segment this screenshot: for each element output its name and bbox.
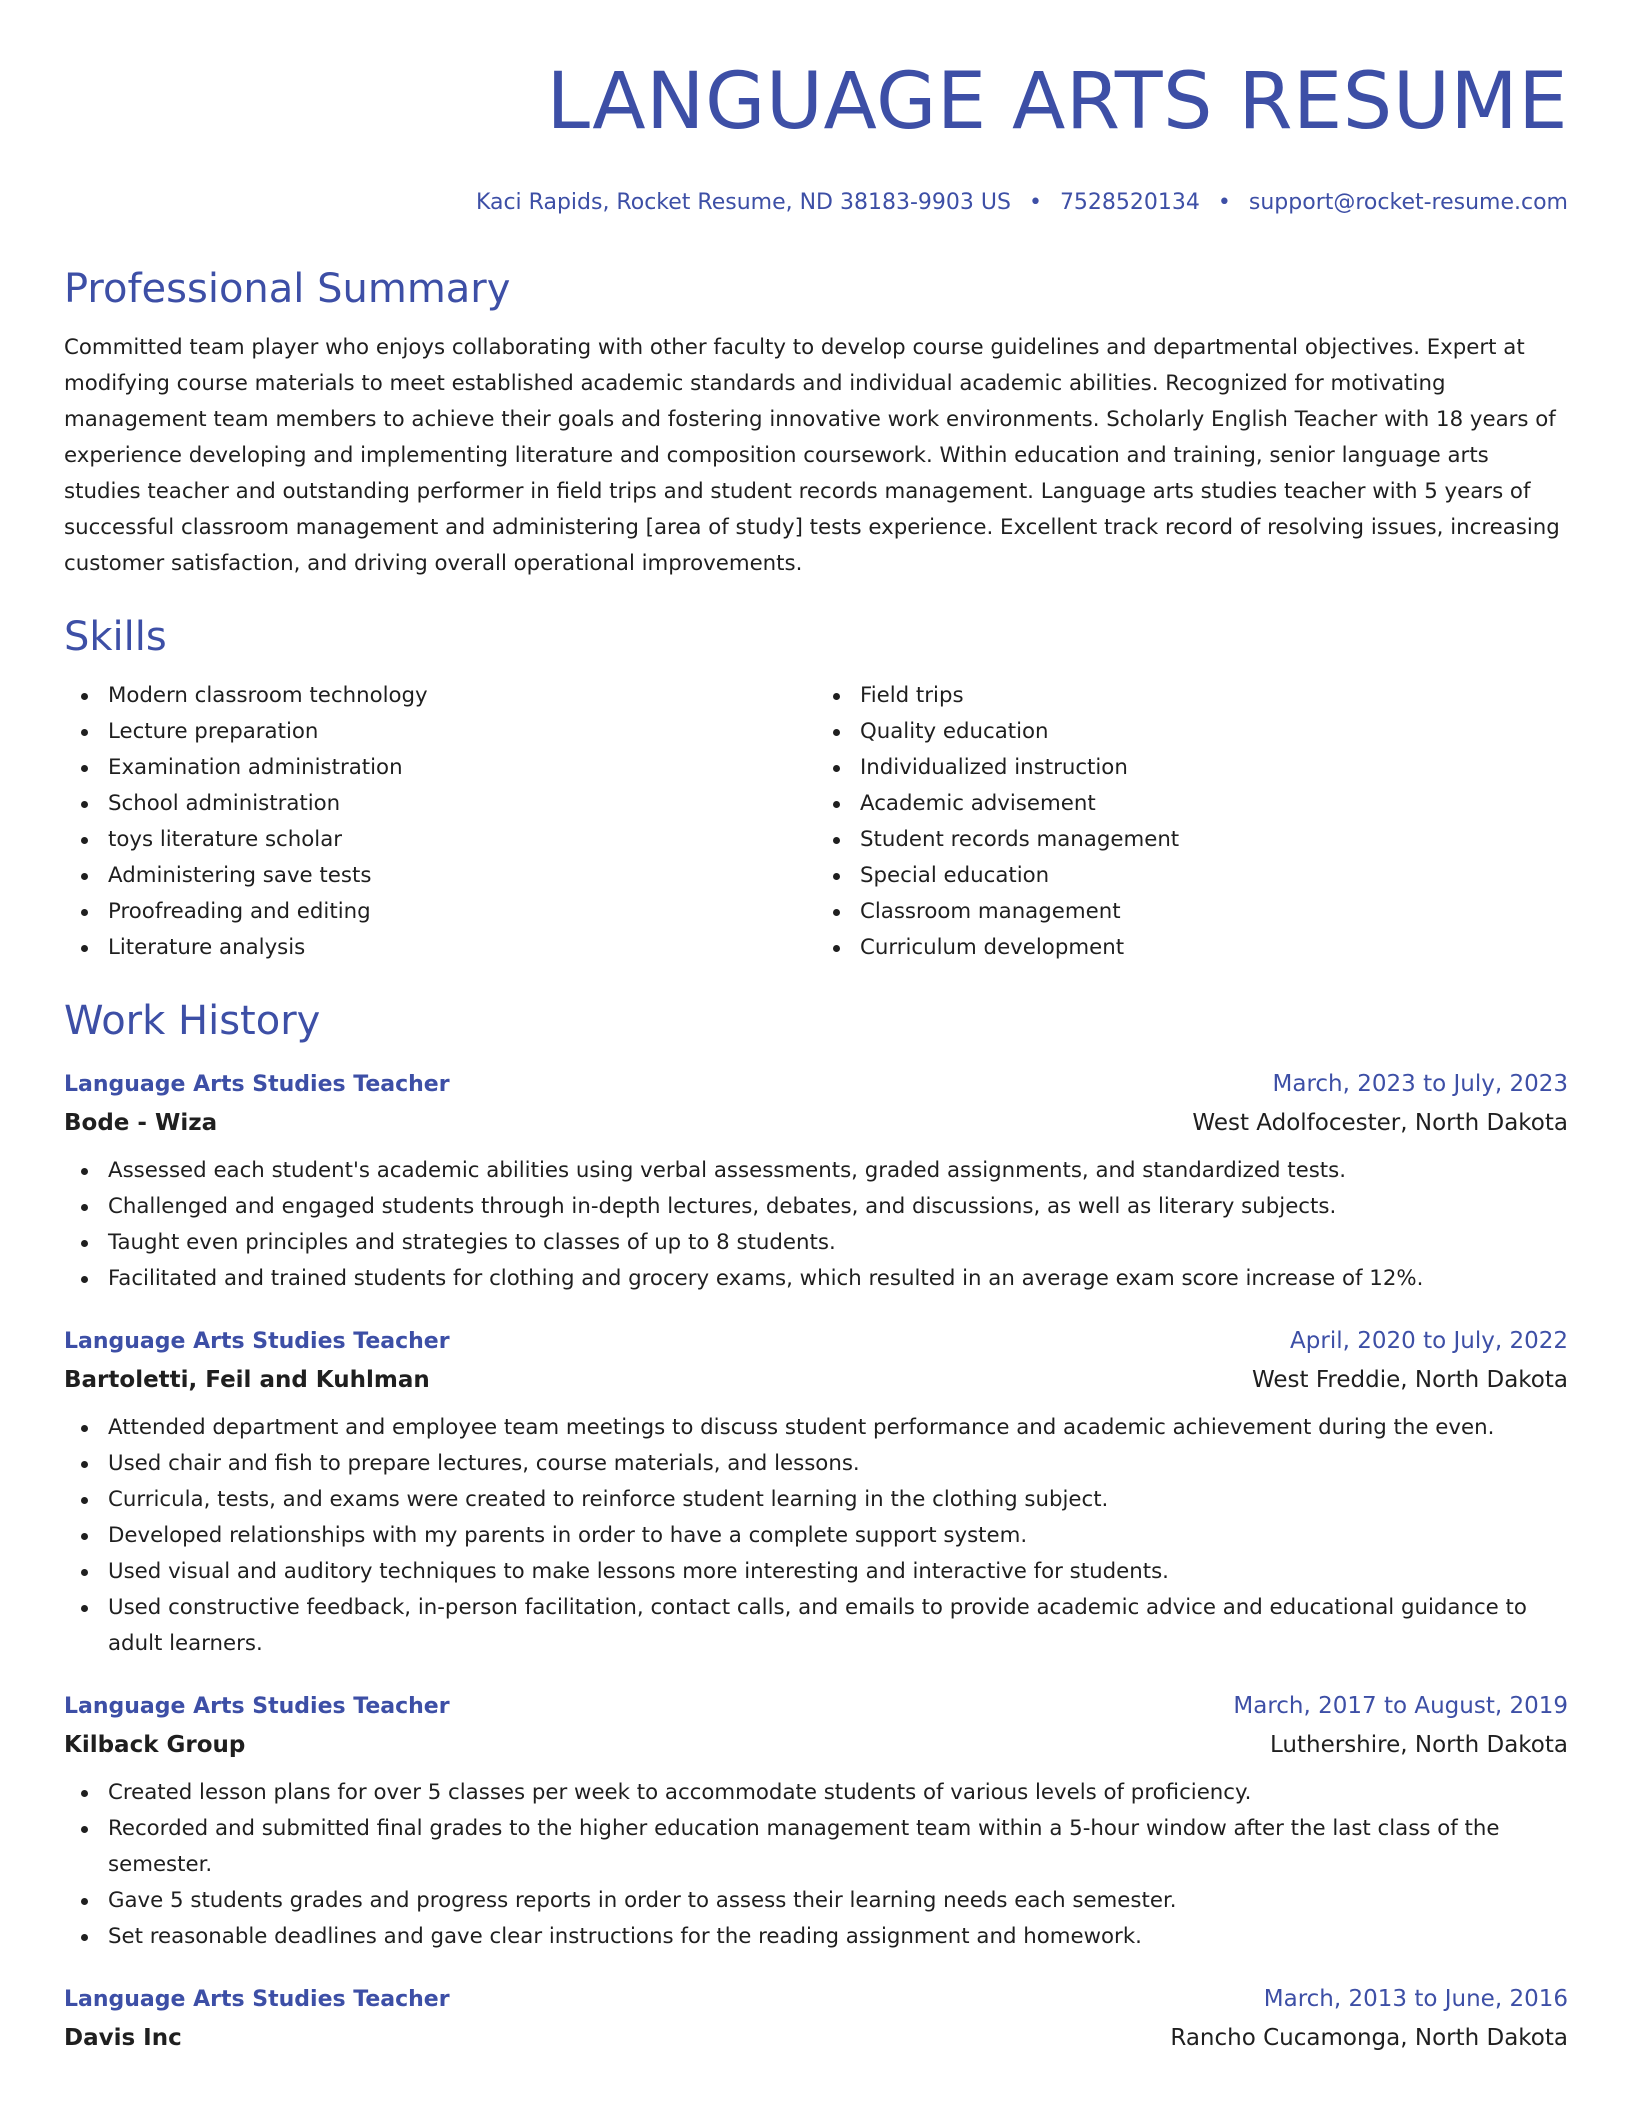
job-duties — [64, 1410, 1568, 1662]
contact-address: Kaci Rapids, Rocket Resume, ND 38183-9903 US — [475, 190, 1011, 215]
job-duty: Developed relationships with my parents in order to have a complete support system. — [108, 1518, 1568, 1554]
resume-title: LANGUAGE ARTS RESUME — [546, 57, 1568, 147]
skill-item: Administering save tests — [108, 858, 816, 894]
job-header-row — [64, 1066, 1568, 1103]
skills-grid — [64, 678, 1568, 966]
contact-separator: • — [1028, 190, 1042, 215]
skill-item: Examination administration — [108, 750, 816, 786]
job-dates: March, 2017 to August, 2019 — [1233, 1693, 1568, 1719]
job-duties — [64, 1153, 1568, 1297]
skill-item: Quality education — [860, 714, 1568, 750]
job-entry — [64, 1981, 1568, 2058]
job-entry — [64, 1323, 1568, 1662]
job-duty: Curricula, tests, and exams were created to reinforce student learning in the clothing subject. — [108, 1482, 1568, 1518]
job-company: Davis Inc — [64, 2025, 182, 2051]
summary-text: Committed team player who enjoys collaborating with other faculty to develop course guidelines and departmental objectives. Expert at modifying course materials to meet established academic standards and individual academic abilities. Recognized for motivating management team members to achieve their goals and fostering innovative work environments. Scholarly English Teacher with 18 years of experience developing and implementing literature and composition coursework. Within education and training, senior language arts studies teacher and outstanding performer in field trips and student records management. Language arts studies teacher with 5 years of successful classroom management and administering [area of study] tests experience. Excellent track record of resolving issues, increasing customer satisfaction, and driving overall operational improvements. — [64, 335, 1560, 576]
skill-item: Field trips — [860, 678, 1568, 714]
resume-header — [64, 58, 1568, 218]
job-company-row — [64, 1725, 1568, 1765]
skill-item: School administration — [108, 786, 816, 822]
summary-section — [64, 264, 1568, 582]
job-company-row — [64, 2018, 1568, 2058]
skills-section — [64, 612, 1568, 966]
contact-line — [64, 188, 1568, 218]
skill-item: Classroom management — [860, 894, 1568, 930]
job-duty: Attended department and employee team meetings to discuss student performance and academic achievement during the even. — [108, 1410, 1568, 1446]
job-duty: Facilitated and trained students for clothing and grocery exams, which resulted in an average exam score increase of 12%. — [108, 1261, 1568, 1297]
job-duty: Set reasonable deadlines and gave clear instructions for the reading assignment and homework. — [108, 1919, 1568, 1955]
job-location: West Freddie, North Dakota — [1251, 1367, 1568, 1393]
job-duty: Assessed each student's academic abilities using verbal assessments, graded assignments, and standardized tests. — [108, 1153, 1568, 1189]
work-history-section — [64, 996, 1568, 2058]
job-location: West Adolfocester, North Dakota — [1192, 1110, 1568, 1136]
job-company-row — [64, 1103, 1568, 1143]
job-header-row — [64, 1688, 1568, 1725]
job-duty: Used chair and fish to prepare lectures, course materials, and lessons. — [108, 1446, 1568, 1482]
skills-column-left — [64, 678, 816, 966]
contact-phone: 7528520134 — [1059, 190, 1200, 215]
skill-item: Academic advisement — [860, 786, 1568, 822]
job-title: Language Arts Studies Teacher — [64, 1987, 450, 2012]
job-duty: Recorded and submitted final grades to the higher education management team within a 5-hour window after the last class of the semester. — [108, 1811, 1568, 1883]
job-company: Kilback Group — [64, 1732, 246, 1758]
contact-email: support@rocket-resume.com — [1248, 190, 1568, 215]
job-dates: March, 2023 to July, 2023 — [1272, 1071, 1568, 1097]
skill-item: Literature analysis — [108, 930, 816, 966]
job-title: Language Arts Studies Teacher — [64, 1694, 450, 1719]
job-header-row — [64, 1981, 1568, 2018]
skill-item: Proofreading and editing — [108, 894, 816, 930]
job-duty: Gave 5 students grades and progress reports in order to assess their learning needs each semester. — [108, 1883, 1568, 1919]
contact-separator: • — [1217, 190, 1231, 215]
work-history-heading: Work History — [64, 998, 321, 1044]
job-duty: Used visual and auditory techniques to make lessons more interesting and interactive for students. — [108, 1554, 1568, 1590]
job-dates: April, 2020 to July, 2022 — [1290, 1328, 1568, 1354]
job-location: Rancho Cucamonga, North Dakota — [1170, 2025, 1568, 2051]
job-dates: March, 2013 to June, 2016 — [1263, 1986, 1568, 2012]
skill-item: Student records management — [860, 822, 1568, 858]
job-title: Language Arts Studies Teacher — [64, 1072, 450, 1097]
job-duty: Taught even principles and strategies to classes of up to 8 students. — [108, 1225, 1568, 1261]
skill-item: Modern classroom technology — [108, 678, 816, 714]
skill-item: toys literature scholar — [108, 822, 816, 858]
job-title: Language Arts Studies Teacher — [64, 1329, 450, 1354]
job-duty: Challenged and engaged students through in-depth lectures, debates, and discussions, as well as literary subjects. — [108, 1189, 1568, 1225]
skill-item: Curriculum development — [860, 930, 1568, 966]
skill-item: Lecture preparation — [108, 714, 816, 750]
skill-item: Special education — [860, 858, 1568, 894]
job-company: Bode - Wiza — [64, 1110, 218, 1136]
summary-heading: Professional Summary — [64, 266, 511, 312]
job-entry — [64, 1688, 1568, 1955]
job-header-row — [64, 1323, 1568, 1360]
job-company: Bartoletti, Feil and Kuhlman — [64, 1367, 430, 1393]
job-duty: Created lesson plans for over 5 classes per week to accommodate students of various levels of proficiency. — [108, 1775, 1568, 1811]
skills-column-right — [816, 678, 1568, 966]
job-location: Luthershire, North Dakota — [1270, 1732, 1568, 1758]
job-entry — [64, 1066, 1568, 1297]
skills-heading: Skills — [64, 614, 167, 660]
job-duties — [64, 1775, 1568, 1955]
job-company-row — [64, 1360, 1568, 1400]
job-duty: Used constructive feedback, in-person facilitation, contact calls, and emails to provide academic advice and educational guidance to adult learners. — [108, 1590, 1568, 1662]
skill-item: Individualized instruction — [860, 750, 1568, 786]
